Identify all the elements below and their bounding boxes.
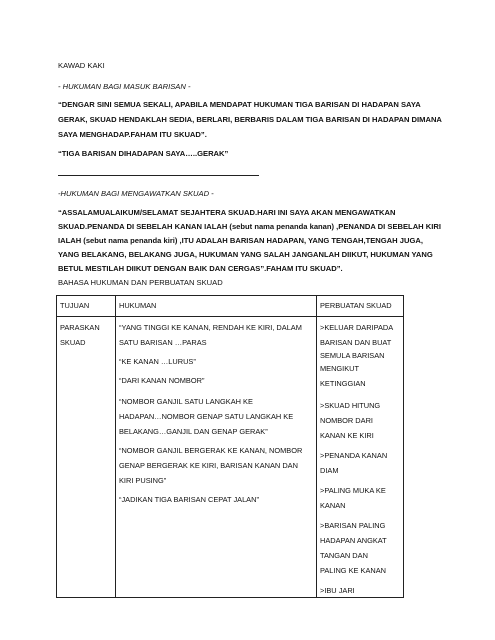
perbuatan-line: DIAM (320, 466, 339, 475)
perbuatan-line: KANAN KE KIRI (320, 431, 374, 440)
perbuatan-item (320, 584, 400, 597)
perbuatan-line: MENGIKUT (320, 364, 360, 373)
hukuman-line: SATU BARISAN …PARAS (119, 338, 207, 347)
header-hukuman: HUKUMAN (116, 296, 317, 317)
tujuan-line: SKUAD (60, 338, 86, 347)
hukuman-line: “NOMBOR GANJIL BERGERAK KE KANAN, NOMBOR (119, 446, 303, 455)
perbuatan-line: BARISAN DAN BUAT (320, 338, 392, 347)
cell-tujuan (57, 317, 116, 598)
perbuatan-line: >KELUAR DARIPADA (320, 323, 394, 332)
perbuatan-line: KANAN (320, 501, 346, 510)
cell-perbuatan-skuad (317, 317, 404, 598)
paragraph-line: SAYA MENGHADAP.FAHAM ITU SKUAD”. (58, 130, 207, 139)
tujuan-line: PARASKAN (60, 323, 100, 332)
paragraph-line: “ASSALAMUALAIKUM/SELAMAT SEJAHTERA SKUAD.HARI INI SAYA AKAN MENGAWATKAN (58, 208, 396, 217)
perbuatan-line: NOMBOR DARI (320, 416, 373, 425)
perbuatan-line: >BARISAN PALING (320, 521, 386, 530)
hukuman-item (119, 374, 313, 387)
hukuman-line: “DARI KANAN NOMBOR” (119, 376, 205, 385)
perbuatan-line: PALING KE KANAN (320, 566, 386, 575)
hukuman-item (119, 321, 313, 349)
hukuman-line: KIRI PUSING” (119, 476, 167, 485)
perbuatan-line: >IBU JARI (320, 586, 355, 595)
hukuman-item (119, 355, 313, 368)
perbuatan-item (320, 449, 400, 477)
hukuman-line: HADAPAN…NOMBOR GENAP SATU LANGKAH KE (119, 412, 294, 421)
perbuatan-line: >PENANDA KANAN (320, 451, 388, 460)
perbuatan-line: TANGAN DAN (320, 551, 368, 560)
perbuatan-line: KETINGGIAN (320, 379, 366, 388)
section-heading-masuk-barisan: - HUKUMAN BAGI MASUK BARISAN - (58, 82, 191, 91)
table-row (57, 317, 404, 598)
hukuman-item (119, 493, 313, 506)
header-tujuan: TUJUAN (57, 296, 116, 317)
table-header-row (57, 296, 404, 317)
hukuman-line: “YANG TINGGI KE KANAN, RENDAH KE KIRI, DALAM (119, 323, 302, 332)
hukuman-item (119, 444, 313, 487)
perbuatan-line: HADAPAN ANGKAT (320, 536, 387, 545)
perbuatan-line: >PALING MUKA KE (320, 486, 386, 495)
perbuatan-item (320, 484, 400, 512)
hukuman-line: “KE KANAN …LURUS” (119, 357, 196, 366)
document-title: KAWAD KAKI (58, 61, 105, 70)
perbuatan-item (320, 321, 400, 390)
hukuman-line: “JADIKAN TIGA BARISAN CEPAT JALAN” (119, 495, 259, 504)
paragraph-line: “DENGAR SINI SEMUA SEKALI, APABILA MENDAPAT HUKUMAN TIGA BARISAN DI HADAPAN SAYA (58, 100, 421, 109)
paragraph-line: IALAH (sebut nama penanda kiri) ,ITU ADALAH BARISAN HADAPAN, YANG TENGAH,TENGAH JUGA, (58, 236, 423, 245)
paragraph-line: BETUL MESTILAH DIIKUT DENGAN BAIK DAN CERGAS”.FAHAM ITU SKUAD”. (58, 264, 343, 273)
header-perbuatan-skuad: PERBUATAN SKUAD (317, 296, 404, 317)
horizontal-rule (58, 175, 259, 176)
paragraph-line: YANG BELAKANG, BELAKANG JUGA, HUKUMAN YANG SALAH JANGANLAH DIIKUT, HUKUMAN YANG (58, 250, 433, 259)
hukuman-table (56, 295, 404, 598)
hukuman-line: BELAKANG…GANJIL DAN GENAP GERAK” (119, 427, 268, 436)
perbuatan-item (320, 519, 400, 577)
paragraph-line: GERAK, SKUAD HENDAKLAH SEDIA, BERLARI, BERBARIS DALAM TIGA BARISAN DI HADAPAN DIMANA (58, 115, 442, 124)
command-line: “TIGA BARISAN DIHADAPAN SAYA…..GERAK” (58, 149, 229, 158)
hukuman-item (119, 395, 313, 438)
paragraph-line: SKUAD.PENANDA DI SEBELAH KANAN IALAH (sebut nama penanda kanan) ,PENANDA DI SEBELAH KIRI (58, 222, 441, 231)
hukuman-line: GENAP BERGERAK KE KIRI, BARISAN KANAN DAN (119, 461, 298, 470)
perbuatan-line: >SKUAD HITUNG (320, 401, 381, 410)
perbuatan-line: SEMULA BARISAN (320, 351, 385, 360)
section-heading-mengawatkan-skuad: -HUKUMAN BAGI MENGAWATKAN SKUAD - (58, 189, 214, 198)
table-caption: BAHASA HUKUMAN DAN PERBUATAN SKUAD (58, 278, 223, 287)
cell-hukuman (116, 317, 317, 598)
perbuatan-item (320, 399, 400, 442)
hukuman-line: “NOMBOR GANJIL SATU LANGKAH KE (119, 397, 253, 406)
